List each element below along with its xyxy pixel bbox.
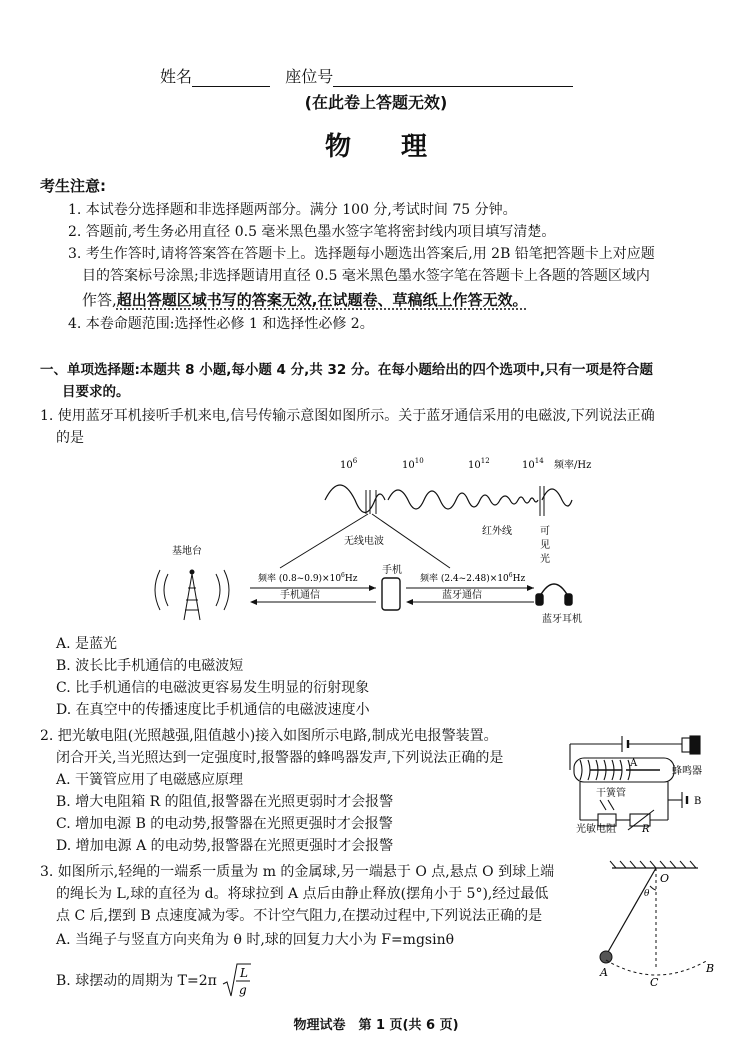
q2-circuit-diagram	[560, 730, 720, 834]
theta-label: θ	[644, 889, 650, 899]
uplink-arrowhead	[369, 585, 376, 591]
no-answer-notice: (在此卷上答题无效)	[304, 93, 448, 112]
buzzer-body	[682, 738, 690, 752]
seat-blank	[333, 70, 573, 87]
left-freq-label: 频率 $(0.8\sim 0.9)\times 10^6Hz$	[258, 572, 358, 584]
ceiling-hatch	[610, 861, 696, 868]
q3-option-a: A. 当绳子与竖直方向夹角为 θ 时,球的回复力大小为 F=mgsinθ	[56, 932, 455, 948]
instruction-3-line2: 目的答案标号涂黑;非选择题请用直径 0.5 毫米黑色墨水签字笔在答题卡上各题的答题区域内	[82, 268, 650, 284]
instruction-3-prefix: 作答,	[82, 291, 117, 309]
phone-label: 手机	[382, 565, 402, 576]
freq-unit-label: 频率/Hz	[554, 460, 592, 471]
q2-stem-line1: 2. 把光敏电阻(光照越强,阻值越小)接入如图所示电路,制成光电报警装置。	[40, 728, 498, 744]
instruction-1: 1. 本试卷分选择题和非选择题两部分。满分 100 分,考试时间 75 分钟。	[68, 202, 517, 218]
q1-option-c: C. 比手机通信的电磁波更容易发生明显的衍射现象	[56, 680, 370, 696]
q3-stem-line3: 点 C 后,摆到 B 点速度减为零。不计空气阻力,在摆动过程中,下列说法正确的是	[56, 908, 543, 924]
bt-comm-label: 蓝牙通信	[442, 590, 482, 601]
downlink-arrowhead	[250, 599, 257, 605]
q2-option-a: A. 干簧管应用了电磁感应原理	[56, 772, 244, 788]
freq-tick-1: $10^6$	[340, 457, 358, 471]
infrared-label: 红外线	[482, 526, 512, 537]
base-station-label: 基地台	[172, 546, 202, 557]
visible-label-3: 光	[540, 554, 550, 565]
instruction-3-line3	[82, 290, 527, 310]
instructions-heading: 考生注意:	[40, 177, 106, 195]
source-b-label: B	[694, 796, 702, 807]
section1-heading-line2: 目要求的。	[62, 384, 130, 400]
resistor-label: R	[642, 824, 650, 834]
light-ray-2	[608, 800, 614, 810]
spectrum-wave	[325, 485, 572, 513]
earphone-label: 蓝牙耳机	[542, 614, 582, 625]
page-footer: 物理试卷 第 1 页(共 6 页)	[293, 1018, 459, 1033]
q1-option-a: A. 是蓝光	[56, 636, 118, 652]
pendulum-string	[608, 868, 656, 952]
q1-option-d: D. 在真空中的传播速度比手机通信的电磁波速度小	[56, 702, 370, 718]
instruction-2: 2. 答题前,考生务必用直径 0.5 毫米黑色墨水签字笔将密封线内项目填写清楚。	[68, 224, 556, 240]
bt-in-arrowhead	[406, 599, 413, 605]
visible-label-1: 可	[540, 526, 550, 537]
earphone-icon	[536, 584, 572, 605]
buzzer-label: 蜂鸣器	[672, 766, 702, 777]
q1-option-b: B. 波长比手机通信的电磁波短	[56, 658, 244, 674]
reed-label: 干簧管	[596, 788, 626, 799]
freq-tick-3: $10^{12}$	[468, 457, 490, 471]
point-o-label: O	[660, 872, 670, 885]
pendulum-ball	[600, 951, 612, 963]
source-a-label: A	[630, 758, 638, 769]
seat-label: 座位号	[285, 67, 334, 86]
q3-option-b	[56, 962, 251, 1000]
q1-stem-line2: 的是	[56, 430, 84, 446]
q2-option-d: D. 增加电源 A 的电动势,报警器在光照更强时才会报警	[56, 838, 394, 854]
q2-option-b: B. 增大电阻箱 R 的阻值,报警器在光照更弱时才会报警	[56, 794, 394, 810]
q3-stem-line2: 的绳长为 L,球的直径为 d。将球拉到 A 点后由静止释放(摆角小于 5°),经过最低	[56, 886, 549, 902]
right-freq-label: 频率 $(2.4\sim 2.48)\times 10^6Hz$	[420, 572, 526, 584]
instruction-4: 4. 本卷命题范围:选择性必修 1 和选择性必修 2。	[68, 316, 374, 332]
q3-pendulum-diagram	[590, 860, 720, 990]
point-a-label: A	[600, 966, 608, 979]
q3-option-b-text: B. 球摆动的周期为 T=2π	[56, 973, 217, 989]
buzzer-icon	[690, 736, 700, 754]
freq-tick-2: $10^{10}$	[402, 457, 424, 471]
point-b-label: B	[706, 962, 715, 975]
radio-wave-label: 无线电波	[344, 536, 384, 547]
point-c-label: C	[650, 976, 659, 989]
swing-arc	[606, 960, 708, 975]
q2-option-c: C. 增加电源 B 的电动势,报警器在光照更强时才会报警	[56, 816, 393, 832]
q3-stem-line1: 3. 如图所示,轻绳的一端系一质量为 m 的金属球,另一端悬于 O 点,悬点 O 到球上端	[40, 864, 555, 880]
phone-comm-label: 手机通信	[280, 590, 320, 601]
instruction-3-line1: 3. 考生作答时,请将答案答在答题卡上。选择题每小题选出答案后,用 2B 铅笔把答题卡上对应题	[68, 246, 655, 262]
page-title: 物理	[324, 132, 477, 162]
section1-heading-line1: 一、单项选择题:本题共 8 小题,每小题 4 分,共 32 分。在每小题给出的四个选项中,只有一项是符合题	[40, 362, 654, 378]
freq-tick-4: $10^{14}$	[522, 457, 544, 471]
sqrt-denominator: g	[239, 983, 247, 997]
bt-out-arrowhead	[527, 585, 534, 591]
name-label: 姓名	[160, 67, 193, 86]
photoresistor-label: 光敏电阻	[576, 824, 616, 834]
phone-icon	[382, 578, 400, 610]
theta-arc	[650, 886, 656, 890]
q2-stem-line2: 闭合开关,当光照达到一定强度时,报警器的蜂鸣器发声,下列说法正确的是	[56, 750, 504, 766]
q3-sqrt-formula	[221, 962, 251, 1000]
name-blank	[192, 70, 270, 87]
sqrt-numerator: L	[240, 966, 249, 980]
candidate-info-line	[160, 64, 573, 87]
q1-stem-line1: 1. 使用蓝牙耳机接听手机来电,信号传输示意图如图所示。关于蓝牙通信采用的电磁波,下列说法正确	[40, 408, 655, 424]
instruction-3-emphasis: 超出答题区域书写的答案无效,在试题卷、草稿纸上作答无效。	[116, 291, 528, 309]
q1-signal-diagram	[140, 450, 610, 630]
visible-label-2: 见	[540, 540, 550, 551]
tower-icon	[155, 570, 229, 620]
light-ray-1	[600, 800, 606, 810]
